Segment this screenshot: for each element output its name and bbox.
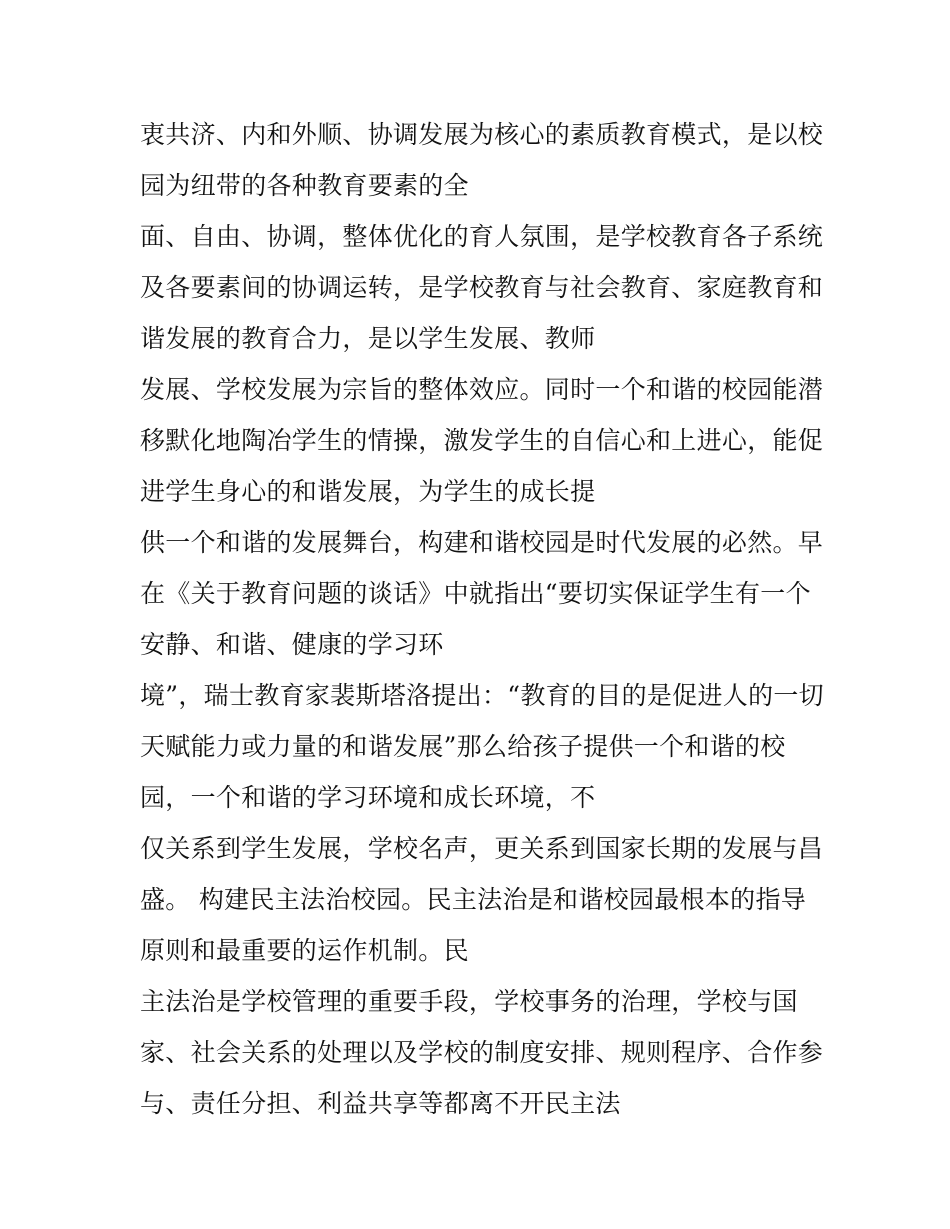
body-text bbox=[140, 109, 830, 1129]
text-line: 园为纽带的各种教育要素的全 bbox=[140, 171, 469, 200]
text-line: 面、自由、协调，整体优化的育人氛围，是学校教育各子系统 bbox=[140, 222, 824, 251]
text-line: 进学生身心的和谐发展，为学生的成长提 bbox=[140, 477, 596, 506]
text-line: 与、责任分担、利益共享等都离不开民主法 bbox=[140, 1089, 621, 1118]
text-line: 供一个和谐的发展舞台，构建和谐校园是时代发展的必然。早 bbox=[140, 528, 824, 557]
text-line: 仅关系到学生发展，学校名声，更关系到国家长期的发展与昌 bbox=[140, 834, 824, 863]
text-line: 在《关于教育问题的谈话》中就指出“要切实保证学生有一个 bbox=[140, 579, 811, 608]
text-line: 移默化地陶冶学生的情操，激发学生的自信心和上进心，能促 bbox=[140, 426, 824, 455]
text-line: 天赋能力或力量的和谐发展”那么给孩子提供一个和谐的校 bbox=[140, 732, 786, 761]
text-line: 发展、学校发展为宗旨的整体效应。同时一个和谐的校园能潜 bbox=[140, 375, 824, 404]
text-line: 衷共济、内和外顺、协调发展为核心的素质教育模式，是以校 bbox=[140, 120, 824, 149]
text-line: 谐发展的教育合力，是以学生发展、教师 bbox=[140, 324, 596, 353]
text-line: 安静、和谐、健康的学习环 bbox=[140, 630, 444, 659]
text-line: 园，一个和谐的学习环境和成长环境，不 bbox=[140, 783, 596, 812]
text-line: 原则和最重要的运作机制。民 bbox=[140, 936, 469, 965]
text-line: 及各要素间的协调运转，是学校教育与社会教育、家庭教育和 bbox=[140, 273, 824, 302]
text-line: 盛。 构建民主法治校园。民主法治是和谐校园最根本的指导 bbox=[140, 885, 807, 914]
text-line: 境”，瑞士教育家裴斯塔洛提出：“教育的目的是促进人的一切 bbox=[140, 681, 824, 710]
text-line: 家、社会关系的处理以及学校的制度安排、规则程序、合作参 bbox=[140, 1038, 824, 1067]
text-line: 主法治是学校管理的重要手段，学校事务的治理，学校与国 bbox=[140, 987, 798, 1016]
